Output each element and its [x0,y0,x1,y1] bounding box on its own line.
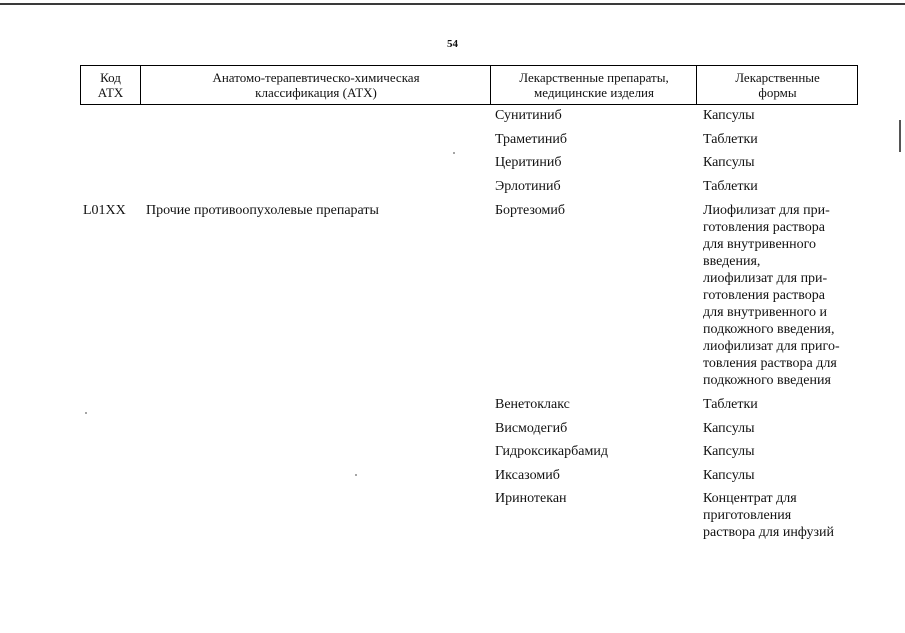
header-code-line2: АТХ [97,85,124,100]
dosage-form [703,443,863,460]
drug-name: Иринотекан [495,491,567,506]
drug-name: Венетоклакс [495,397,570,412]
header-code-cell [81,66,140,104]
dosage-form [703,107,863,124]
dosage-form [703,467,863,484]
drug-name: Висмодегиб [495,421,568,436]
dosage-form-line: Капсулы [703,468,755,483]
dosage-form-line: готовления раствора [703,288,825,303]
drug-name: Иксазомиб [495,468,560,483]
header-code-line1: Код [100,70,121,85]
header-forms-cell [696,66,858,104]
drug-name: Гидроксикарбамид [495,444,608,459]
top-border-rule [0,3,905,5]
dosage-form-line: Таблетки [703,132,758,147]
dosage-form-line: Таблетки [703,397,758,412]
dosage-form-line: Лиофилизат для при- [703,203,830,218]
dosage-form-line: товления раствора для [703,356,837,371]
dosage-form-line: Капсулы [703,155,755,170]
dosage-form [703,178,863,195]
dosage-form-line: для внутривенного [703,237,817,252]
scan-speck [85,412,87,414]
dosage-form [703,420,863,437]
dosage-form [703,202,863,389]
header-drugs-line2: медицинские изделия [534,85,654,100]
dosage-form-line: подкожного введения, [703,322,835,337]
dosage-form [703,396,863,413]
dosage-form-line: Таблетки [703,179,758,194]
scan-edge-mark [899,120,901,152]
page-number: 54 [447,38,458,50]
header-drugs-cell [490,66,697,104]
dosage-form-line: лиофилизат для при- [703,271,828,286]
dosage-form [703,154,863,171]
dosage-form-line: Капсулы [703,108,755,123]
dosage-form-line: подкожного введения [703,373,831,388]
header-classification-cell [140,66,491,104]
dosage-form-line: раствора для инфузий [703,525,835,540]
dosage-form-line: приготовления [703,508,792,523]
drug-name: Эрлотиниб [495,179,561,194]
header-forms-line2: формы [758,85,797,100]
dosage-form-line: введения, [703,254,761,269]
scan-speck [453,152,455,154]
header-forms-line1: Лекарственные [735,70,820,85]
dosage-form-line: для внутривенного и [703,305,828,320]
scan-speck [355,474,357,476]
drug-name: Траметиниб [495,132,568,147]
table-header [80,65,858,105]
group-name: Прочие противоопухолевые препараты [146,203,379,218]
drug-name: Церитиниб [495,155,562,170]
dosage-form-line: Капсулы [703,444,755,459]
dosage-form [703,490,863,541]
drug-name: Бортезомиб [495,203,566,218]
dosage-form-line: Концентрат для [703,491,797,506]
dosage-form-line: Капсулы [703,421,755,436]
group-code: L01XX [83,203,126,218]
dosage-form [703,131,863,148]
drug-name: Сунитиниб [495,108,562,123]
dosage-form-line: готовления раствора [703,220,825,235]
header-classification-line2: классификация (АТХ) [255,85,377,100]
dosage-form-line: лиофилизат для приго- [703,339,840,354]
header-classification-line1: Анатомо-терапевтическо-химическая [212,70,420,85]
header-drugs-line1: Лекарственные препараты, [519,70,669,85]
